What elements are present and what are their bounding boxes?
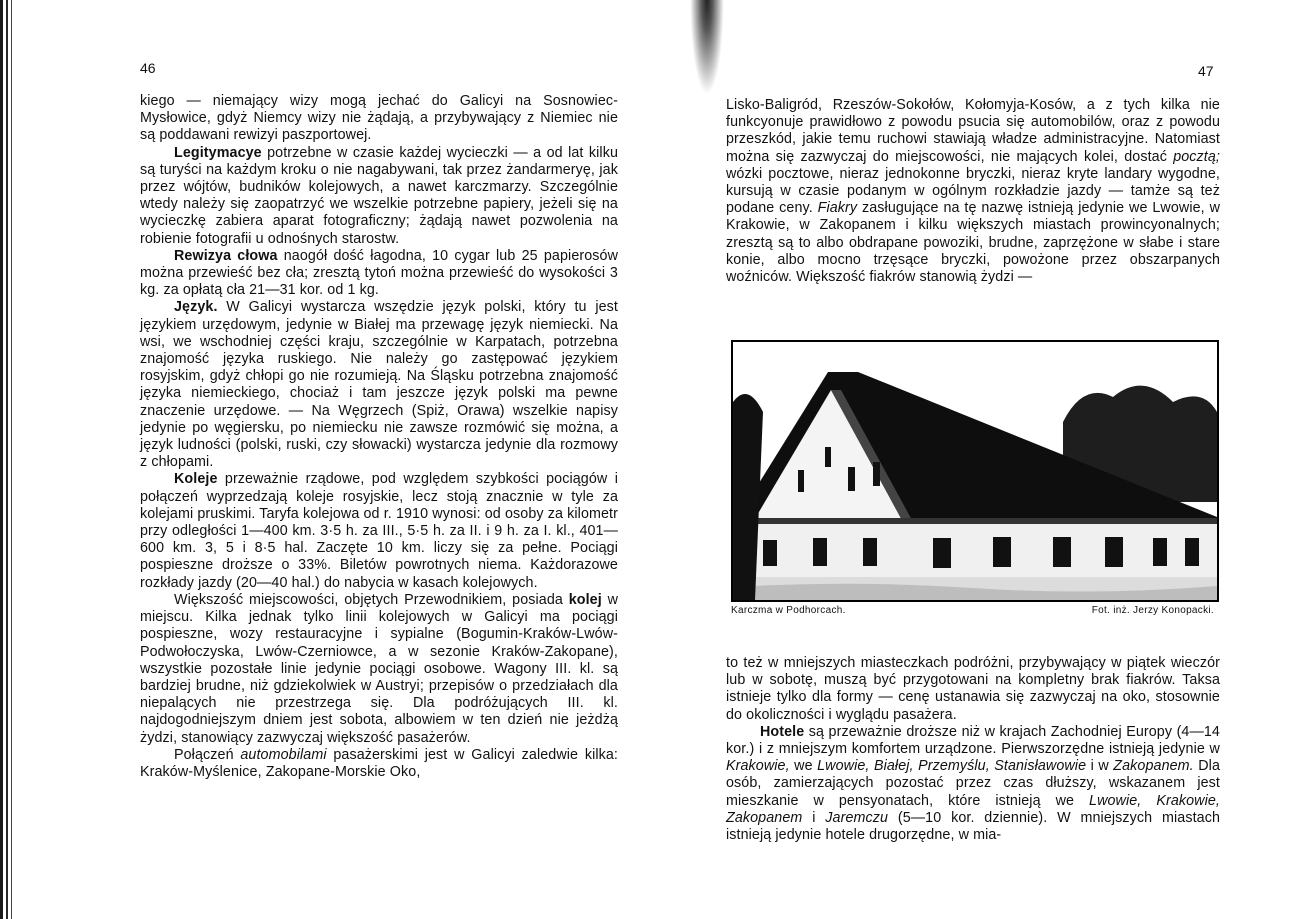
right-page-text-bottom [726, 655, 1220, 844]
paragraph [726, 97, 1220, 286]
right-page-text-top [726, 97, 1220, 286]
photo-caption: Karczma w Podhorcach. [731, 605, 846, 616]
paragraph [140, 93, 618, 145]
paragraph [726, 724, 1220, 844]
text-run: potrzebne w czasie każdej wycieczki — a od lat kilku są turyści na każdym kroku o nie nagabywani, tak przez żandarmeryę, jak przez wójtów, budników kolejowych, a nawet karczmarzy. Szczególnie wtedy należy się zaopatrzyć we wszelkie potrzebne papiery, jeżeli się na wycieczkę zabiera aparat fotograficzny; żądają nawet pozwolenia na robienie fotografii u odnośnych starostw. [140, 144, 618, 247]
italic-term: pocztą; [1173, 148, 1220, 165]
bold-term: Hotele [760, 723, 805, 740]
paragraph [140, 248, 618, 300]
bold-term: Koleje [174, 471, 218, 488]
inn-photograph [731, 340, 1219, 602]
text-run: kiego — niemający wizy mogą jechać do Galicyi na Sosnowiec-Mysłowice, gdyż Niemcy wizy nie żądają, a przybywający z Niemiec nie są poddawani rewizyi paszportowej. [140, 93, 618, 144]
text-run: i [802, 809, 826, 826]
text-run: zasługujące na tę nazwę istnieją jedynie we Lwowie, w Krakowie, w Zakopanem i kilku większych miastach prowincyonalnych; zresztą są to albo obdrapane powoziki, brudne, zaprzężone w słabe i stare konie, albo mocno trzęsące bryczki, powożone przez obszarpanych woźniców. Większość fiakrów stanowią żydzi — [726, 200, 1221, 286]
text-run: Lisko-Baligród, Rzeszów-Sokołów, Kołomyja-Kosów, a z tych kilka nie funkcyonuje prawidłowo z powodu psucia się automobilów, oraz z powodu przeszkód, jakie temu ruchowi stawiają władze administracyjne. Natomiast można się zazwyczaj do miejscowości, nie mających kolei, dostać [726, 97, 1220, 165]
text-run: naogół dość łagodna, 10 cygar lub 25 papierosów można przewieść bez cła; zresztą tytoń można przewieść do wysokości 3 kg. za opłatą cła 21—31 kor. od 1 kg. [140, 247, 619, 299]
italic-term: automobilami [240, 746, 327, 763]
italic-term: Lwowie, Krakowie, Zakopanem [726, 792, 1220, 826]
bold-term: Legitymacye [174, 144, 262, 161]
paragraph [140, 145, 618, 248]
text-run: są przeważnie droższe niż w krajach Zachodniej Europy (4—14 kor.) i z mniejszym komfortem urządzone. Pierwszorzędne istnieją jedynie w [726, 723, 1220, 758]
paragraph [140, 299, 618, 471]
bold-term: Język. [174, 299, 218, 316]
page-number-left: 46 [140, 60, 156, 76]
paragraph [140, 471, 618, 591]
italic-term: Lwowie, Białej, Przemyślu, Stanisławowie [817, 758, 1087, 775]
left-binding-edge [0, 0, 16, 919]
page-number-right: 47 [1198, 63, 1214, 79]
text-run: Połączeń [174, 746, 241, 763]
text-run: i w [1086, 758, 1114, 775]
paragraph [726, 655, 1220, 724]
text-run: Większość miejscowości, objętych Przewodnikiem, posiada [174, 591, 569, 608]
italic-term: Jaremczu [825, 809, 889, 826]
text-run: (5—10 kor. dziennie). W mniejszych miastach istnieją jedynie hotele drugorzędne, w mia- [726, 809, 1221, 844]
text-run: we [789, 758, 818, 775]
text-run: pasażerskimi jest w Galicyi zaledwie kilka: Kraków-Myślenice, Zakopane-Morskie Oko, [140, 746, 618, 780]
italic-term: Krakowie, [726, 758, 790, 775]
text-run: Dla osób, zamierzających pozostać przez czas dłuższy, wskazanem jest mieszkanie w pensyonatach, które istnieją we [726, 758, 1220, 809]
text-run: W Galicyi wystarcza wszędzie język polski, który tu jest językiem urzędowym, jedynie w Białej ma przewagę język niemiecki. Na wsi, we wschodniej części kraju, szczególnie w Karpatach, potrzebna znajomość języka ruskiego. Nie należy go zastępować językiem rosyjskim, gdyż chłopi go nie rozumieją. Na Śląsku potrzebna znajomość języka niemieckiego, chociaż i tam jeszcze język polski ma pewne znaczenie urzędowe. — Na Węgrzech (Spiż, Orawa) wszelkie napisy jedynie po węgiersku, po niemiecku nie zawsze rozmówić się można, a język ludności (polski, ruski, czy słowacki) wystarcza jedynie dla rozmowy z chłopami. [140, 299, 618, 471]
italic-term: Fiakry [817, 200, 858, 217]
text-run: w miejscu. Kilka jednak tylko linii kolejowych w Galicyi ma pociągi pospieszne, wozy restauracyjne i sypialne (Bogumin-Kraków-Lwów-Podwołoczyska, Lwów-Czerniowce, a w sezonie Kraków-Zakopane), wszystkie pozostałe linie jedynie pociągi osobowe. Wagony III. kl. są bardziej brudne, niż gdziekolwiek w Austryi; przepisów o przedziałach dla niepalących nie przestrzega się. Dla podróżujących III. kl. najdogodniejszym dniem jest sobota, albowiem w ten dzień nie jeżdżą żydzi, stanowiący zazwyczaj większość pasażerów. [140, 591, 618, 746]
inn-photograph-drawing [733, 342, 1217, 600]
text-run: to też w mniejszych miasteczkach podróżni, przybywający w piątek wieczór lub w sobotę, muszą być przygotowani na kompletny brak fiakrów. Taksa istnieje tylko dla formy — cenę ustanawia się zazwyczaj na oko, stosownie do okoliczności i wyglądu pasażera. [726, 655, 1220, 723]
left-page-text [140, 93, 618, 781]
photo-credit: Fot. inż. Jerzy Konopacki. [1091, 605, 1214, 616]
paragraph [140, 747, 618, 781]
paragraph [140, 592, 618, 747]
italic-term: Zakopanem. [1113, 758, 1194, 775]
bold-term: Rewizya cłowa [174, 247, 278, 264]
text-run: wózki pocztowe, nieraz jednokonne bryczki, nieraz kryte landary wygodne, kursują w czasie podanym w ogólnym rozkładzie jazdy — tamże są też podane ceny. [726, 165, 1220, 217]
bold-term: kolej [568, 591, 602, 608]
gutter-shadow [690, 0, 724, 95]
text-run: przeważnie rządowe, pod względem szybkości pociągów i połączeń wyprzedzają koleje rosyjskie, lecz stoją znacznie w tyle za kolejami pruskimi. Taryfa kolejowa od r. 1910 wynosi: od osoby za kilometr przy odległości 1—400 km. 3·5 h. za III., 5·5 h. za II. i 9 h. za I. kl., 401—600 km. 3, 5 i 8·5 hal. Zaczęte 10 km. liczy się za pełne. Pociągi pospieszne droższe o 33%. Biletów powrotnych niema. Każdorazowe rozkłady jazdy (20—40 hal.) do nabycia w kasach kolejowych. [140, 471, 618, 591]
